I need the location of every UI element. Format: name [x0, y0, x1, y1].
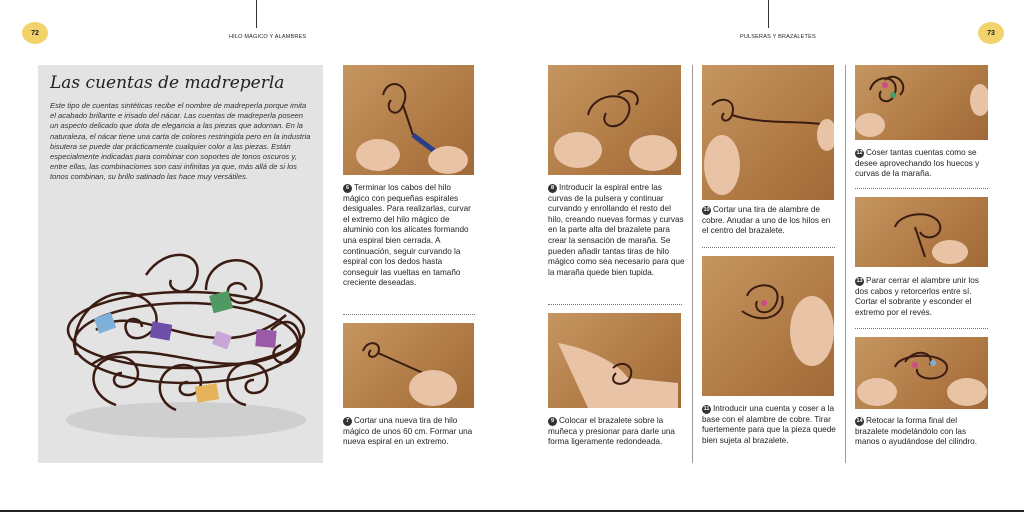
step-13-number: 13 — [856, 278, 863, 284]
right-page-number: 73 — [978, 22, 1004, 44]
step-14-photo — [855, 337, 988, 409]
step-9-photo — [548, 313, 681, 408]
step-7-number: 7 — [343, 417, 352, 426]
step-11-number: 11 — [703, 406, 710, 412]
step-10-text: Cortar una tira de alambre de cobre. Anudar a uno de los hilos en el centro del brazalete. — [702, 205, 831, 236]
step-separator — [702, 247, 835, 248]
intro-panel — [38, 65, 323, 463]
bracelet-image — [56, 235, 316, 455]
step-11-photo — [702, 256, 834, 396]
step-separator — [548, 304, 682, 305]
step-14-number: 14 — [856, 418, 863, 424]
header-rule-right — [768, 0, 769, 28]
step-7-text: Cortar una nueva tira de hilo mágico de unos 60 cm. Formar una nueva espiral en un extremo. — [343, 416, 473, 447]
step-10-number: 10 — [703, 207, 710, 213]
step-13 — [855, 276, 990, 318]
step-13-photo — [855, 197, 988, 267]
step-9-number: 9 — [548, 417, 557, 426]
step-13-text: Parar cerrar el alambre unir los dos cabos y retorcerlos entre sí. Cortar el sobrante y esconder el extremo por el revés. — [855, 276, 979, 317]
step-8-number: 8 — [548, 184, 557, 193]
step-10 — [702, 205, 837, 237]
step-6-text: Terminar los cabos del hilo mágico con pequeñas espirales desiguales. Para realizarlas, curvar el extremo del hilo mágico de aluminio con los alicates formando una espiral bien cerrada. A continuación, seguir curvando la espiral con los dedos hasta conseguir las vueltas en tamaño creciente deseadas. — [343, 183, 471, 288]
step-12-text: Coser tantas cuentas como se desee aprovechando los huecos y curvas de la maraña. — [855, 148, 980, 179]
step-8-photo — [548, 65, 681, 175]
step-12-number: 12 — [856, 150, 863, 156]
step-separator — [343, 314, 475, 315]
step-separator — [855, 328, 988, 329]
left-page-number: 72 — [22, 22, 48, 44]
step-11 — [702, 404, 839, 446]
step-12-photo — [855, 65, 988, 140]
left-running-title: HILO MÁGICO Y ALAMBRES — [229, 34, 307, 40]
header-rule-left — [256, 0, 257, 28]
step-8-text: Introducir la espiral entre las curvas de la pulsera y continuar curvando y enrollando el resto del hilo, creando nuevas formas y curvas en la parte alta del brazalete para crear la sensación de maraña. Se pueden añadir tantas tiras de hilo mágico como sea necesario para que la maraña quede bien tupida. — [548, 183, 685, 277]
step-7 — [343, 416, 478, 448]
intro-text: Este tipo de cuentas sintéticas recibe el nombre de madreperla porque imita el acabado brillante e irisado del nácar. Las cuentas de madreperla poseen un aspecto delicado que dota de elegancia a las piezas que adornan. En la naturaleza, el nácar tiene una carta de colores restringida pero en la industria bisutera se puede dar prácticamente cualquier color a las piezas. Están especialmente indicadas para combinar con soportes de tonos oscuros y, entre ellas, las combinaciones son casi infinitas ya que, más allá de si los tonos combinan, su brillo satinado las hace muy versátiles. — [50, 101, 311, 182]
step-14-text: Retocar la forma final del brazalete modelándolo con las manos o ayudándose del cilindro. — [855, 416, 977, 447]
right-running-title: PULSERAS Y BRAZALETES — [740, 34, 816, 40]
step-8 — [548, 183, 685, 278]
intro-title: Las cuentas de madreperla — [50, 73, 285, 93]
step-6-photo — [343, 65, 474, 175]
column-divider — [692, 65, 693, 463]
step-7-photo — [343, 323, 474, 408]
column-divider — [845, 65, 846, 463]
step-10-photo — [702, 65, 834, 200]
step-14 — [855, 416, 990, 448]
step-separator — [855, 188, 988, 189]
step-12 — [855, 148, 990, 180]
step-11-text: Introducir una cuenta y coser a la base con el alambre de cobre. Tirar fuertemente para que la pieza quede bien sujeta al brazalete. — [702, 404, 836, 445]
step-6-number: 6 — [343, 184, 352, 193]
step-9 — [548, 416, 685, 448]
page-bottom-border — [0, 510, 1024, 512]
step-9-text: Colocar el brazalete sobre la muñeca y presionar para darle una forma ligeramente redondeada. — [548, 416, 675, 447]
step-6 — [343, 183, 478, 289]
